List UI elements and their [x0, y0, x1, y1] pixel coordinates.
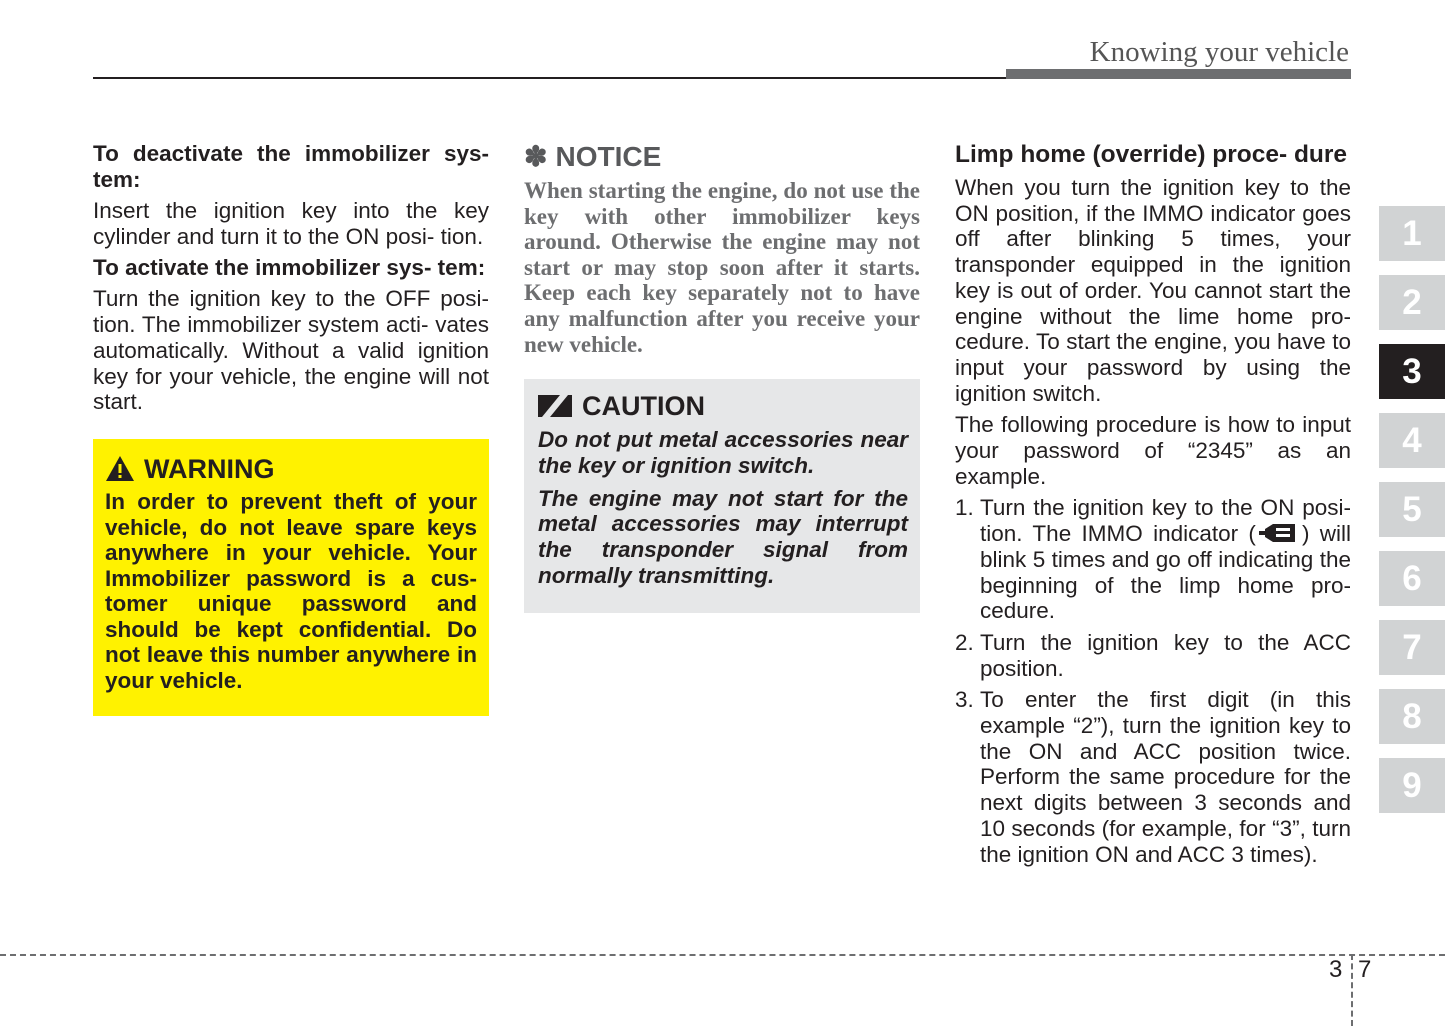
list-item [955, 630, 1351, 681]
column-left [93, 141, 489, 716]
list-item [955, 687, 1351, 867]
limp-home-example: The following procedure is how to input your password of “2345” as an example. [955, 412, 1351, 489]
warning-box [93, 439, 489, 716]
deactivate-heading: To deactivate the immobilizer sys- tem: [93, 141, 489, 192]
deactivate-body: Insert the ignition key into the key cylinder and turn it to the ON posi- tion. [93, 198, 489, 249]
warning-heading [105, 452, 477, 486]
chapter-tab-8[interactable]: 8 [1379, 689, 1445, 744]
chapter-tab-3[interactable]: 3 [1379, 344, 1445, 399]
header-rule [93, 77, 1007, 79]
chapter-title: Knowing your vehicle [1089, 36, 1349, 68]
step-number: 1. [955, 495, 974, 521]
step-number: 2. [955, 629, 974, 655]
caution-text-1: Do not put metal accessories near the key or ignition switch. [538, 427, 908, 478]
chapter-tabs [1379, 206, 1445, 827]
limp-home-intro: When you turn the ignition key to the ON position, if the IMMO indicator goes off after blinking 5 times, your transponder equipped in the ignition key is out of order. You cannot start the engine without the lime home pro- cedure. To start the engine, you have to input your password by using the ignition switch. [955, 175, 1351, 406]
chapter-tab-7[interactable]: 7 [1379, 620, 1445, 675]
caution-icon [538, 395, 572, 417]
step-text-before: Turn the ignition key to the ON posi- tion. The IMMO indicator ( [980, 495, 1351, 547]
chapter-tab-4[interactable]: 4 [1379, 413, 1445, 468]
footer-rule [0, 954, 1445, 956]
column-right [955, 141, 1351, 873]
activate-heading: To activate the immobilizer sys- tem: [93, 255, 486, 281]
chapter-tab-2[interactable]: 2 [1379, 275, 1445, 330]
notice-symbol-icon: ✽ [524, 141, 548, 172]
step-text-after: ) will blink 5 times and go off indicating the beginning of the limp home pro- cedure. [980, 521, 1351, 624]
step-number: 3. [955, 687, 974, 713]
warning-text: In order to prevent theft of your vehicle, do not leave spare keys anywhere in your vehicle. Your Immobilizer password is a cus- tomer unique password and should be kept confidential. Do not leave this number anywhere in your vehicle. [105, 488, 477, 694]
list-item [955, 495, 1351, 624]
warning-title: WARNING [144, 453, 275, 484]
immo-indicator-icon [1259, 522, 1299, 544]
chapter-tab-9[interactable]: 9 [1379, 758, 1445, 813]
procedure-steps [955, 495, 1351, 867]
page-number-divider [1351, 954, 1353, 1026]
chapter-tab-6[interactable]: 6 [1379, 551, 1445, 606]
caution-title: CAUTION [582, 391, 705, 422]
chapter-tab-1[interactable]: 1 [1379, 206, 1445, 261]
warning-triangle-icon [105, 455, 135, 482]
limp-home-heading: Limp home (override) proce- dure [955, 141, 1348, 168]
chapter-tab-5[interactable]: 5 [1379, 482, 1445, 537]
activate-body: Turn the ignition key to the OFF posi- tion. The immobilizer system acti- vates automatically. Without a valid ignition key for your vehicle, the engine will not start. [93, 286, 489, 415]
header-bar [1006, 69, 1351, 79]
page-number: 7 [1358, 956, 1372, 983]
section-number: 3 [1329, 956, 1343, 983]
notice-text: When starting the engine, do not use the key with other immobilizer keys around. Otherwise the engine may not start or may stop soon after it starts. Keep each key separately not to have any malfunction after you receive your new vehicle. [524, 178, 920, 357]
notice-title: NOTICE [555, 141, 662, 172]
caution-text-2: The engine may not start for the metal accessories may interrupt the transponder signal from normally transmitting. [538, 485, 908, 588]
notice-heading [524, 141, 920, 173]
caution-box [524, 379, 920, 613]
step-text: To enter the first digit (in this example “2”), turn the ignition key to the ON and ACC position twice. Perform the same procedure for the next digits between 3 seconds and 10 seconds (for example, for “3”, turn the ignition ON and ACC 3 times). [980, 687, 1351, 867]
caution-heading [538, 389, 908, 423]
step-text: Turn the ignition key to the ACC position. [980, 629, 1351, 681]
column-middle [524, 141, 920, 613]
